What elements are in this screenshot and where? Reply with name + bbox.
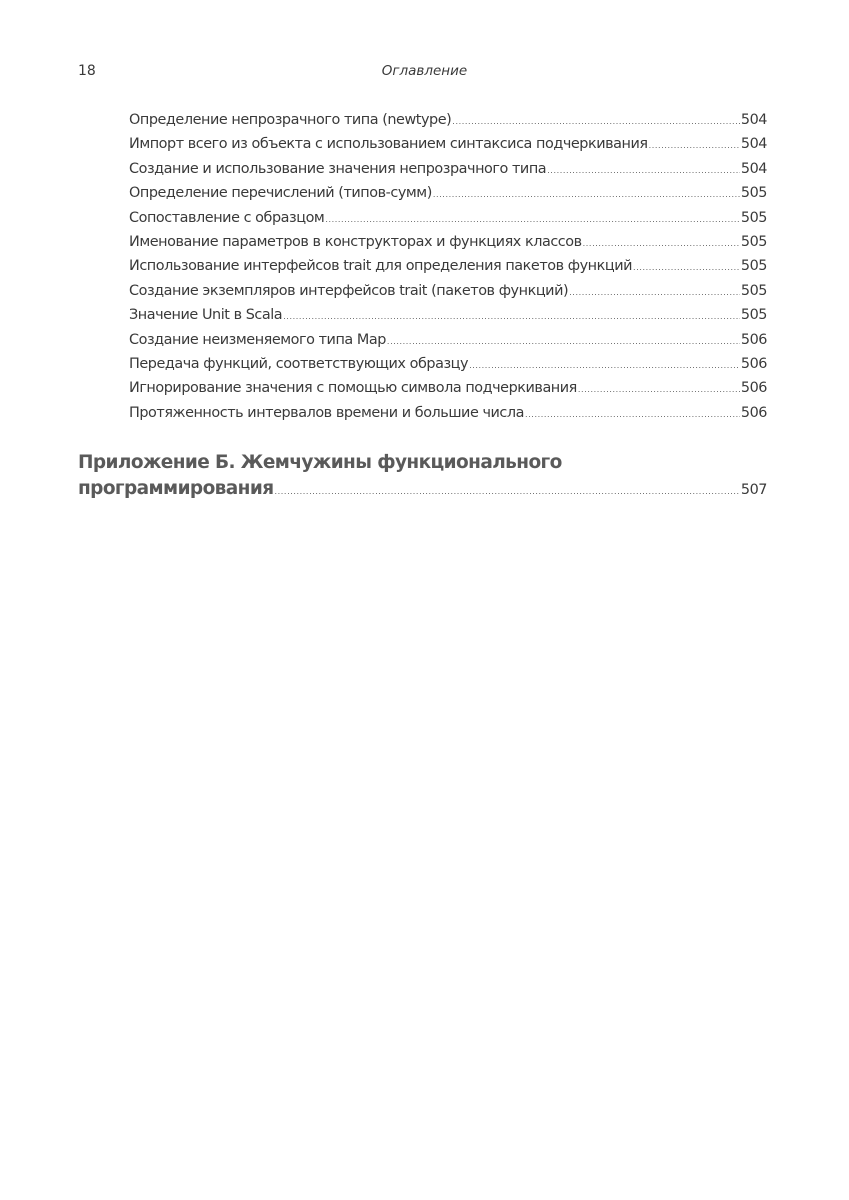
toc-entry-page: 504 xyxy=(740,136,767,153)
dot-leader xyxy=(547,166,740,175)
toc-entry-title: Использование интерфейсов trait для определения пакетов функций xyxy=(129,258,633,275)
toc-entry[interactable] xyxy=(129,234,767,258)
toc-entry-page: 506 xyxy=(740,404,767,421)
toc-entry-title: Импорт всего из объекта с использованием синтаксиса подчеркивания xyxy=(129,136,648,153)
toc-entry-page: 506 xyxy=(740,331,767,348)
toc-entry-title: Определение перечислений (типов-сумм) xyxy=(129,185,432,202)
toc-entry-page: 505 xyxy=(740,307,767,324)
toc-entry-page: 506 xyxy=(740,355,767,372)
toc-entry[interactable] xyxy=(129,136,767,160)
dot-leader xyxy=(387,337,740,346)
toc-entry[interactable] xyxy=(129,405,767,429)
dot-leader xyxy=(583,239,740,248)
dot-leader xyxy=(633,263,740,272)
running-header: Оглавление xyxy=(381,63,468,79)
toc-entry-title: Создание и использование значения непрозрачного типа xyxy=(129,160,547,177)
dot-leader xyxy=(283,312,740,321)
dot-leader xyxy=(469,361,740,370)
toc-entry[interactable] xyxy=(129,332,767,356)
appendix-heading-entry[interactable] xyxy=(78,450,767,505)
toc-entry[interactable] xyxy=(129,185,767,209)
toc-entry-title: Игнорирование значения с помощью символа подчеркивания xyxy=(129,380,577,397)
toc-entry-page: 505 xyxy=(740,282,767,299)
toc-entry[interactable] xyxy=(129,307,767,331)
toc-entry-title: Создание экземпляров интерфейсов trait (пакетов функций) xyxy=(129,282,569,299)
toc-entry-page: 505 xyxy=(740,258,767,275)
dot-leader xyxy=(569,288,740,297)
toc-entry-title: Определение непрозрачного типа (newtype) xyxy=(129,112,452,128)
toc-entry-page: 505 xyxy=(740,185,767,202)
toc-entry[interactable] xyxy=(129,356,767,380)
toc-entry-title: Значение Unit в Scala xyxy=(129,307,283,324)
dot-leader xyxy=(275,479,740,505)
appendix-page: 507 xyxy=(740,482,767,498)
toc-entry[interactable] xyxy=(129,112,767,136)
dot-leader xyxy=(325,215,740,224)
toc-entry[interactable] xyxy=(129,283,767,307)
toc-entry-page: 504 xyxy=(740,160,767,177)
toc-entry-title: Именование параметров в конструкторах и функциях классов xyxy=(129,233,582,250)
toc-entry[interactable] xyxy=(129,210,767,234)
toc-entry[interactable] xyxy=(129,380,767,404)
dot-leader xyxy=(452,117,740,126)
toc-entry-title: Сопоставление с образцом xyxy=(129,209,325,226)
toc-entry-page: 505 xyxy=(740,233,767,250)
toc-entry-page: 506 xyxy=(740,380,767,397)
toc-entry-title: Передача функций, соответствующих образцу xyxy=(129,355,469,372)
table-of-contents xyxy=(129,112,767,429)
toc-entry-title: Создание неизменяемого типа Map xyxy=(129,331,386,348)
appendix-title-row xyxy=(78,476,767,505)
toc-entry-page: 505 xyxy=(740,209,767,226)
toc-entry[interactable] xyxy=(129,258,767,282)
page-number: 18 xyxy=(78,63,96,79)
toc-entry-title: Протяженность интервалов времени и большие числа xyxy=(129,404,525,421)
toc-entry[interactable] xyxy=(129,161,767,185)
appendix-title-line1: Приложение Б. Жемчужины функционального xyxy=(78,452,562,473)
appendix-title-line2: программирования xyxy=(78,478,274,499)
dot-leader xyxy=(433,190,740,199)
dot-leader xyxy=(578,385,740,394)
dot-leader xyxy=(525,410,740,419)
dot-leader xyxy=(649,141,740,150)
toc-entry-page: 504 xyxy=(740,112,767,128)
